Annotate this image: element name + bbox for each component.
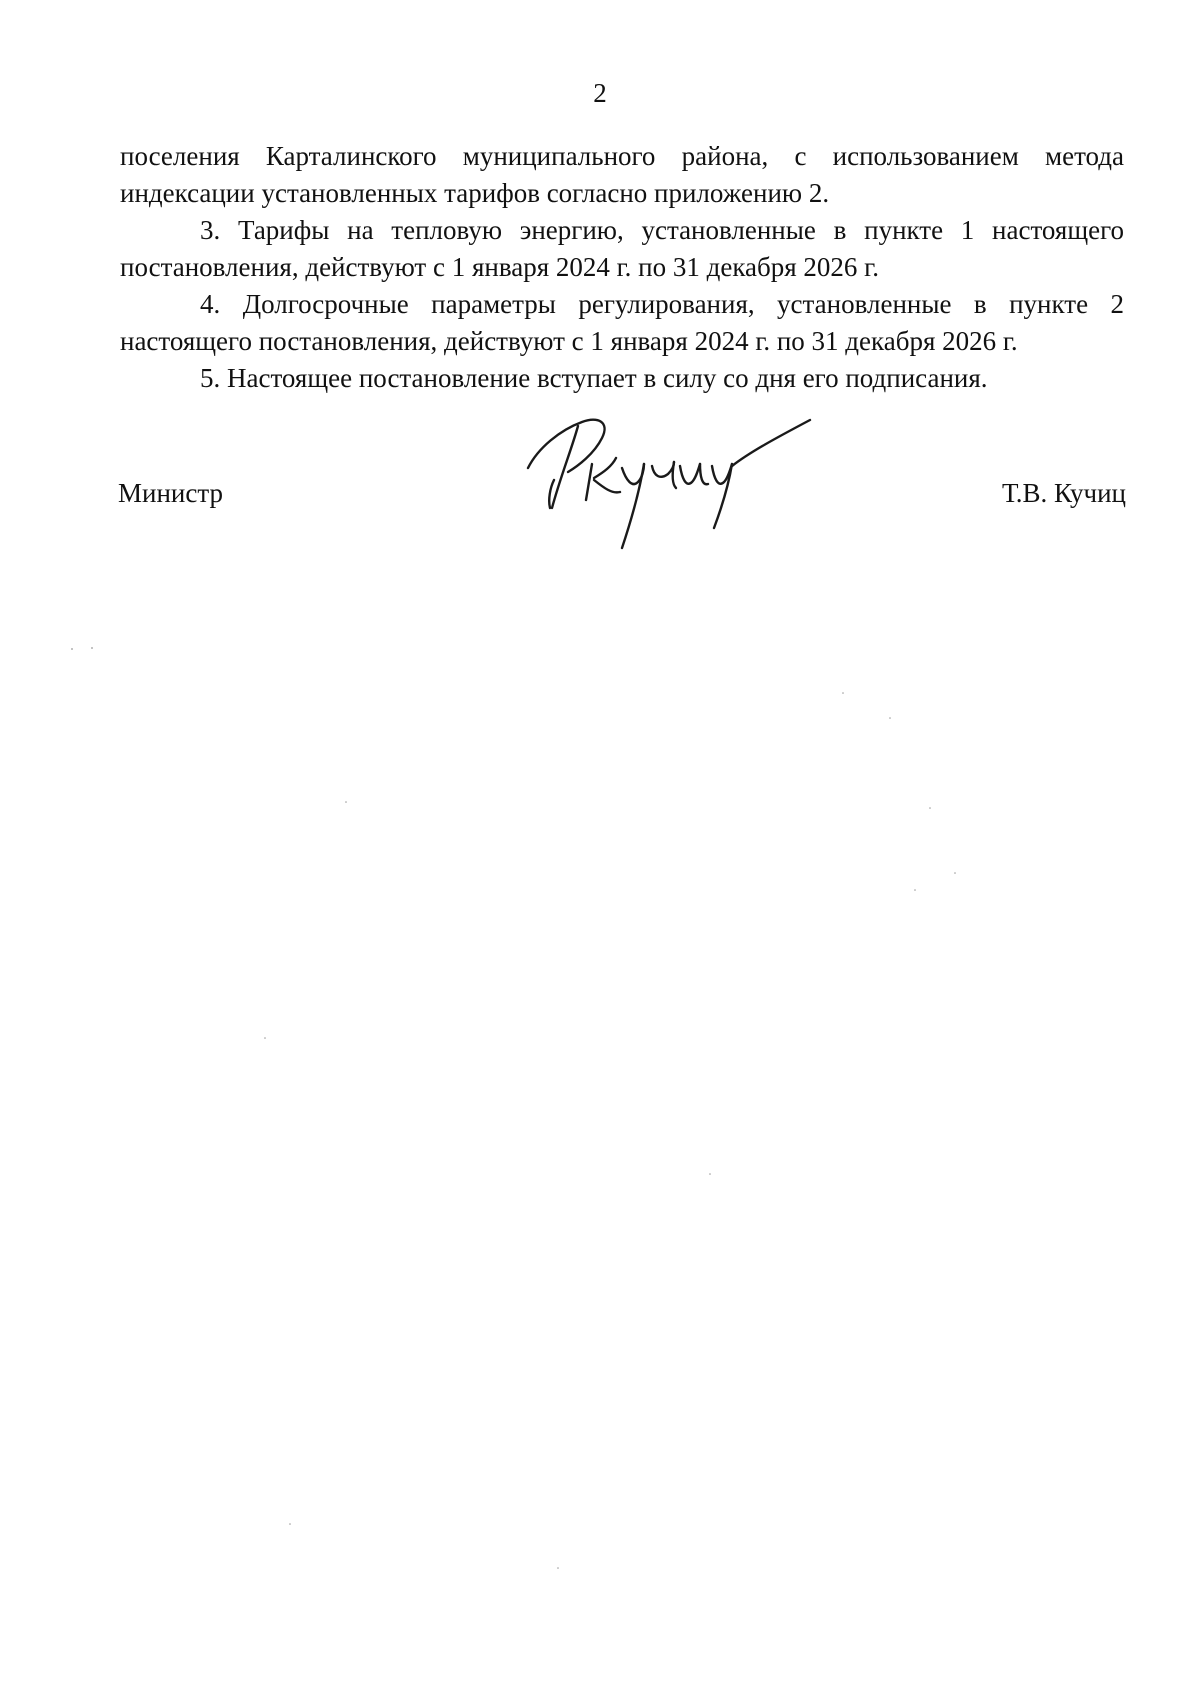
page-number: 2 bbox=[593, 78, 607, 108]
paragraph-continuation: поселения Карталинского муниципального района, с использованием метода индексации установленных тарифов согласно приложению 2. bbox=[120, 141, 1124, 208]
document-body bbox=[120, 138, 1124, 397]
paragraph-item-5: 5. Настоящее постановление вступает в силу со дня его подписания. bbox=[200, 363, 988, 393]
paragraph-item-3: 3. Тарифы на тепловую энергию, установленные в пункте 1 настоящего постановления, действуют с 1 января 2024 г. по 31 декабря 2026 г. bbox=[120, 215, 1124, 282]
paragraph-item-4: 4. Долгосрочные параметры регулирования, установленные в пункте 2 настоящего постановления, действуют с 1 января 2024 г. по 31 декабря 2026 г. bbox=[120, 289, 1124, 356]
signer-name: Т.В. Кучиц bbox=[1001, 478, 1126, 508]
signer-position: Министр bbox=[118, 478, 223, 508]
handwritten-signature bbox=[520, 408, 820, 560]
